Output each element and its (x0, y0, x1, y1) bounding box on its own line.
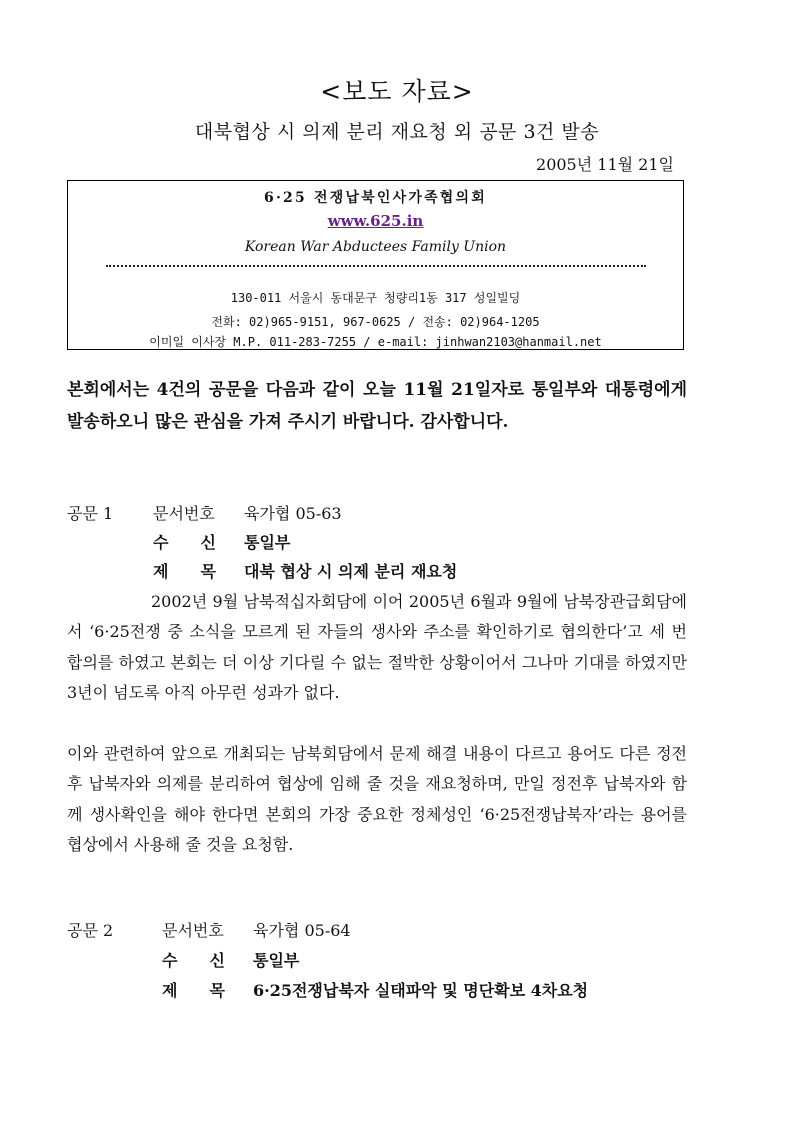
dotted-divider (106, 265, 646, 267)
doc2-recipient: 통일부 (253, 951, 300, 970)
doc2-label: 공문 2 (67, 921, 114, 940)
organization-phone-fax: 전화: 02)965-9151, 967-0625 / 전송: 02)964-1205 (211, 315, 540, 329)
intro-paragraph: 본회에서는 4건의 공문을 다음과 같이 오늘 11월 21일자로 통일부와 대통령에게 발송하오니 많은 관심을 가져 주시기 바랍니다. 감사합니다. (67, 380, 687, 432)
doc1-body-paragraph-2: 이와 관련하여 앞으로 개최되는 남북회담에서 문제 해결 내용이 다르고 용어도 다른 정전후 납북자와 의제를 분리하여 협상에 임해 줄 것을 재요청하며, 만일 정전후 납북자와 함께 생사확인을 해야 한다면 본회의 가장 중요한 정체성인 ‘6·25전쟁납북자’라는 용어를 협상에서 사용해 줄 것을 요청함. (67, 744, 687, 854)
press-release-subtitle: 대북협상 시 의제 분리 재요청 외 공문 3건 발송 (194, 121, 600, 143)
doc1-recipient-label: 수 신 (153, 533, 216, 552)
website-link[interactable]: www.625.in (327, 212, 424, 230)
organization-info-box (67, 180, 684, 350)
organization-address: 130-011 서울시 동대문구 청량리1동 317 성일빌딩 (230, 291, 521, 305)
doc2-recipient-label: 수 신 (162, 951, 225, 970)
organization-name: 6·25 전쟁납북인사가족협의회 (264, 190, 487, 206)
doc1-body-paragraph-1: 2002년 9월 남북적십자회담에 이어 2005년 6월과 9월에 남북장관급회담에서 ‘6·25전쟁 중 소식을 모르게 된 자들의 생사와 주소를 확인하기로 협의한다’고 세 번 합의를 하였고 본회는 더 이상 기다릴 수 없는 절박한 상황이어서 그나마 기대를 하였지만 3년이 넘도록 아직 아무런 성과가 없다. (67, 592, 687, 702)
organization-english-name: Korean War Abductees Family Union (244, 239, 507, 255)
release-date: 2005년 11월 21일 (536, 155, 674, 174)
doc1-number: 육가협 05-63 (244, 504, 342, 523)
doc2-number: 육가협 05-64 (253, 921, 351, 940)
doc1-label: 공문 1 (67, 504, 114, 523)
page-title: <보도 자료> (320, 77, 474, 106)
doc1-number-label: 문서번호 (153, 504, 215, 523)
doc2-number-label: 문서번호 (162, 921, 224, 940)
organization-contact: 이미일 이사장 M.P. 011-283-7255 / e-mail: jinhwan2103@hanmail.net (149, 335, 602, 349)
doc1-recipient: 통일부 (244, 533, 291, 552)
doc2-subject-label: 제 목 (162, 981, 225, 1000)
doc2-subject: 6·25전쟁납북자 실태파악 및 명단확보 4차요청 (253, 981, 589, 1000)
doc1-subject: 대북 협상 시 의제 분리 재요청 (244, 562, 458, 581)
doc1-subject-label: 제 목 (153, 562, 216, 581)
